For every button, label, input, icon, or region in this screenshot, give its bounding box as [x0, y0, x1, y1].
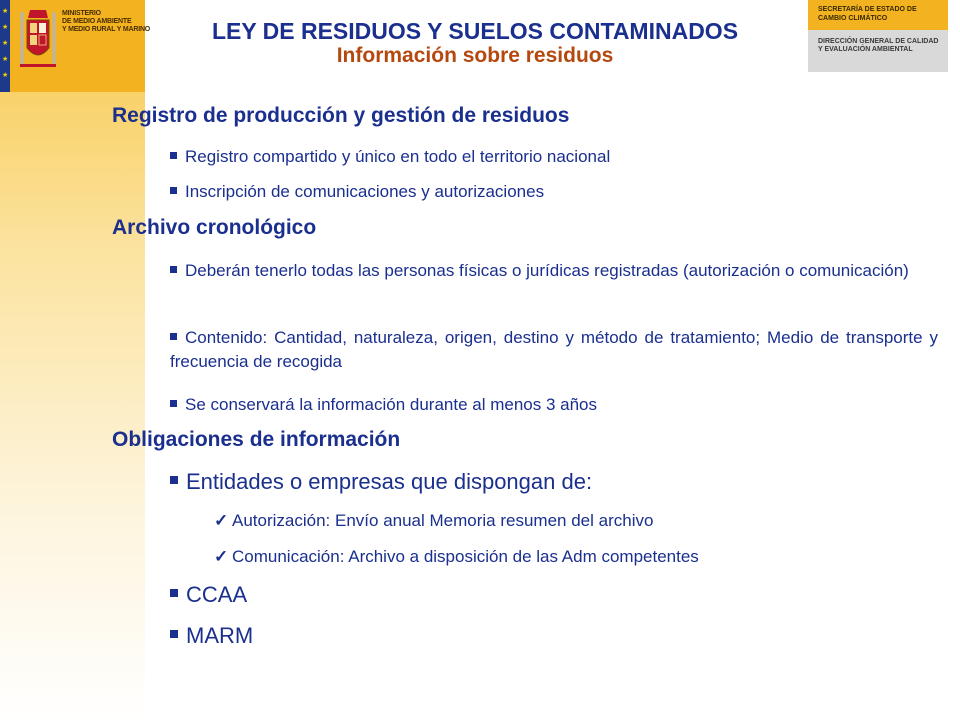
bullet-text: Contenido: Cantidad, naturaleza, origen, destino y método de tratamiento; Medio de transporte y frecuencia de recogida	[170, 328, 938, 371]
bullet-item	[170, 145, 938, 169]
square-bullet-icon	[170, 187, 177, 194]
bullet-text: Inscripción de comunicaciones y autorizaciones	[185, 182, 545, 201]
page-subtitle: Información sobre residuos	[336, 44, 614, 67]
square-bullet-icon	[170, 476, 178, 484]
page-title: LEY DE RESIDUOS Y SUELOS CONTAMINADOS	[211, 18, 739, 44]
sub-bullet-text: Comunicación: Archivo a disposición de las Adm competentes	[232, 547, 699, 566]
coat-of-arms-icon	[18, 6, 58, 84]
sub-bullet-text: Autorización: Envío anual Memoria resumen del archivo	[232, 511, 654, 530]
checkmark-icon: ✓	[214, 511, 229, 530]
square-bullet-icon	[170, 266, 177, 273]
secretaria-box	[808, 0, 948, 72]
ministry-line: DE MEDIO AMBIENTE	[62, 18, 132, 25]
ministry-line: Y MEDIO RURAL Y MARINO	[62, 26, 151, 33]
bullet-item	[170, 326, 938, 374]
eu-flag-bar: ★ ★ ★ ★ ★	[0, 0, 10, 92]
bullet-text: CCAA	[186, 582, 248, 607]
section-heading-archivo: Archivo cronológico	[112, 216, 317, 239]
bullet-text: Deberán tenerlo todas las personas físicas o jurídicas registradas (autorización o comunicación)	[185, 261, 909, 280]
bullet-item	[170, 468, 938, 496]
sub-bullet-item	[214, 509, 938, 533]
bullet-item	[170, 259, 938, 283]
bullet-text: Registro compartido y único en todo el territorio nacional	[185, 147, 611, 166]
bullet-item	[170, 393, 938, 417]
bullet-text: Se conservará la información durante al menos 3 años	[185, 395, 598, 414]
square-bullet-icon	[170, 333, 177, 340]
section-heading-registro: Registro de producción y gestión de residuos	[112, 104, 570, 127]
bullet-item	[170, 622, 938, 650]
page-title-block	[150, 18, 800, 68]
bullet-text: Entidades o empresas que dispongan de:	[186, 469, 593, 494]
square-bullet-icon	[170, 589, 178, 597]
sub-bullet-item	[214, 545, 938, 569]
bullet-item	[170, 581, 938, 609]
direccion-text: DIRECCIÓN GENERAL DE CALIDAD Y EVALUACIÓN AMBIENTAL	[818, 38, 939, 53]
checkmark-icon: ✓	[214, 547, 229, 566]
secretaria-text: SECRETARÍA DE ESTADO DE CAMBIO CLIMÁTICO	[818, 6, 917, 22]
bullet-item	[170, 180, 938, 204]
square-bullet-icon	[170, 630, 178, 638]
ministry-line: MINISTERIO	[62, 10, 101, 17]
section-heading-obligaciones: Obligaciones de información	[112, 428, 401, 451]
ministry-name	[62, 10, 151, 34]
bullet-text: MARM	[186, 623, 254, 648]
ministry-logo	[0, 0, 151, 92]
square-bullet-icon	[170, 400, 177, 407]
square-bullet-icon	[170, 152, 177, 159]
